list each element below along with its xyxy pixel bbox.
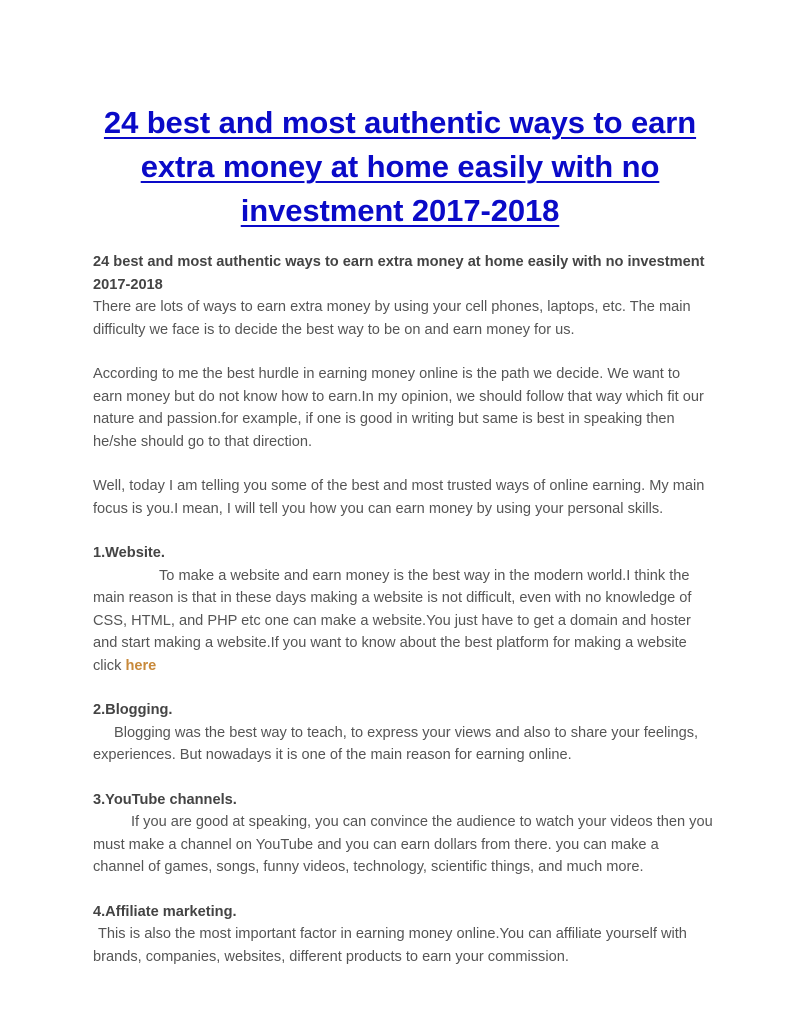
spacer [93,767,713,789]
section-body-website-text: To make a website and earn money is the best way in the modern world.I think the main reason is that in these days making a website is not difficult, even with no knowledge of CSS, HTML, and PHP etc one can make a website.You just have to get a domain and hoster and start making a website.If you want to know about the best platform for making a website click [93,567,692,674]
section-heading-blogging: 2.Blogging. [93,702,173,718]
section-heading-website: 1.Website. [93,545,165,561]
section-body-youtube: If you are good at speaking, you can convince the audience to watch your videos then you must make a channel on YouTube and you can earn dollars from there. you can make a channel of games, songs, funny videos, technology, scientific things, and much more. [93,814,713,875]
section-body-affiliate: This is also the most important factor in earning money online.You can affiliate yourself with brands, companies, websites, different products to earn your commission. [93,926,687,965]
spacer [93,677,713,699]
spacer [93,520,713,542]
here-link[interactable]: here [125,657,157,674]
spacer [93,341,713,363]
lead-heading: 24 best and most authentic ways to earn extra money at home easily with no investment 2017-2018 [93,254,705,293]
document-body [93,251,713,968]
intro-paragraph-1: There are lots of ways to earn extra money by using your cell phones, laptops, etc. The main difficulty we face is to decide the best way to be on and earn money for us. [93,299,691,338]
spacer [93,453,713,475]
section-body-blogging: Blogging was the best way to teach, to express your views and also to share your feelings, experiences. But nowadays it is one of the main reason for earning online. [93,724,699,763]
intro-paragraph-2: According to me the best hurdle in earning money online is the path we decide. We want to earn money but do not know how to earn.In my opinion, we should follow that way which fit our nature and passion.for example, if one is good in writing but same is best in speaking then he/she should go to that direction. [93,366,704,450]
spacer [93,879,713,901]
intro-paragraph-3: Well, today I am telling you some of the best and most trusted ways of online earning. My main focus is you.I mean, I will tell you how you can earn money by using your personal skills. [93,478,705,517]
page-title-link[interactable]: 24 best and most authentic ways to earn extra money at home easily with no investment 2017-2018 [103,105,697,228]
section-body-website [93,565,713,678]
section-heading-youtube: 3.YouTube channels. [93,791,237,808]
section-heading-affiliate: 4.Affiliate marketing. [93,903,237,920]
